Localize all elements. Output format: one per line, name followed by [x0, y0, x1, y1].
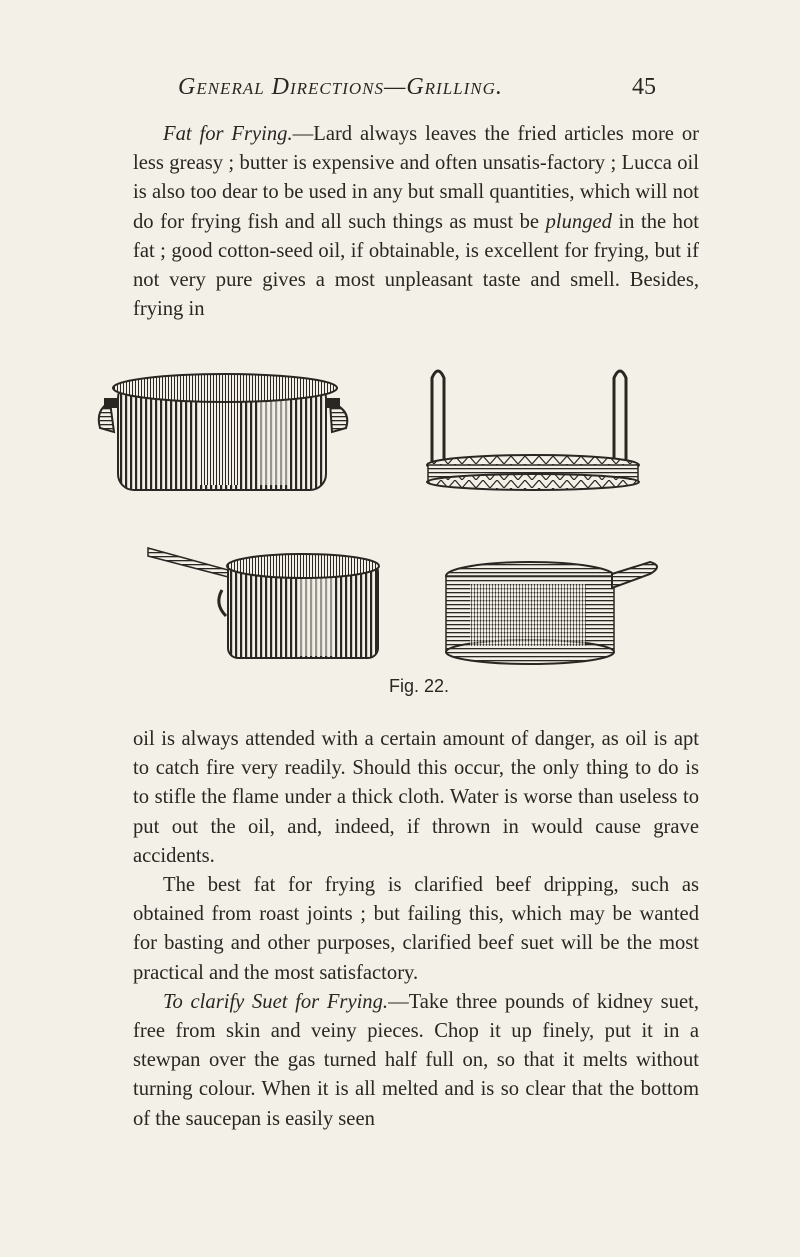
oval-fish-kettle-icon [99, 374, 348, 490]
paragraph-body-b: in the hot fat ; good cotton-seed oil, if obtainable, is excellent for frying, but if not very pure gives a most unpleasant taste and smell. Besides, frying in [133, 210, 699, 321]
paragraph-clarify-suet [133, 988, 699, 1134]
paragraph-continuation: oil is always attended with a certain amount of danger, as oil is apt to catch fire very readily. Should this occur, the only thing to do is to stifle the flame under a thick cloth. Water is worse than useless to put out the oil, and, indeed, if thrown in would cause grave accidents. [133, 728, 699, 867]
paragraph-best-fat: The best fat for frying is clarified beef dripping, such as obtained from roast joints ; but failing this, which may be wanted for basting and other purposes, clarified beef suet will be the most practical and the most satisfactory. [133, 874, 699, 984]
emphasis-word: plunged [545, 210, 612, 233]
paragraph-lead: Fat for Frying. [163, 123, 293, 145]
round-saucepan-with-handle-icon [148, 548, 379, 658]
paragraph-body: —Take three pounds of kidney suet, free from skin and veiny pieces. Chop it up finely, put it in a stewpan over the gas turned half full on, so that it melts without turning colour. When it is all melted and is so clear that the bottom of the saucepan is easily seen [133, 990, 699, 1130]
paragraph-lead: To clarify Suet for Frying. [163, 990, 389, 1013]
frying-basket-with-tall-handles-icon [427, 371, 639, 490]
paragraph-oil-danger [133, 725, 699, 1134]
running-header: General Directions—Grilling. [178, 74, 503, 100]
figure-caption: Fig. 22. [389, 676, 450, 696]
wire-frying-basket-icon [446, 562, 657, 664]
paragraph-body-a: —Lard always leaves the fried articles more or less greasy ; butter is expensive and often unsatis-factory ; Lucca oil is also too dear to be used in any but small quantities, which will not do for frying fish and all such things as must be [133, 123, 699, 233]
page-number: 45 [632, 74, 656, 100]
